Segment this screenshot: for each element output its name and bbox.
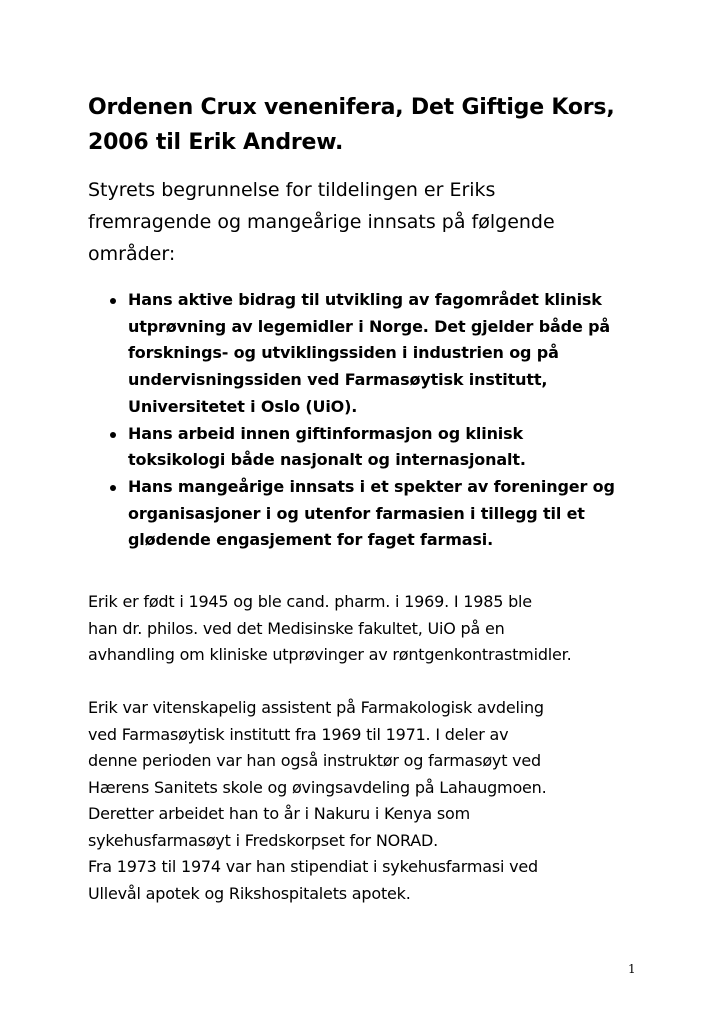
title-line: 2006 til Erik Andrew. bbox=[88, 130, 344, 155]
paragraph-line: sykehusfarmasøyt i Fredskorpset for NORAD. bbox=[88, 830, 438, 850]
paragraph-line: ved Farmasøytisk institutt fra 1969 til 1971. I deler av bbox=[88, 724, 509, 744]
paragraph-line: avhandling om kliniske utprøvinger av røntgenkontrastmidler. bbox=[88, 645, 572, 664]
paragraph-line: Erik er født i 1945 og ble cand. pharm. i 1969. I 1985 ble bbox=[88, 592, 532, 611]
paragraph-line: Fra 1973 til 1974 var han stipendiat i sykehusfarmasi ved bbox=[88, 857, 538, 876]
paragraph-line: Hærens Sanitets skole og øvingsavdeling på Lahaugmoen. bbox=[88, 777, 547, 797]
paragraph-line: denne perioden var han også instruktør og farmasøyt ved bbox=[88, 751, 542, 770]
bullet-line: utprøvning av legemidler i Norge. Det gjelder både på bbox=[128, 316, 611, 336]
bullet-item bbox=[106, 474, 666, 554]
career-paragraph bbox=[88, 695, 668, 907]
biography-paragraph bbox=[88, 589, 668, 669]
bullet-line: Universitetet i Oslo (UiO). bbox=[128, 396, 358, 416]
bullet-list bbox=[106, 287, 666, 554]
intro-paragraph bbox=[88, 174, 658, 270]
document-title bbox=[88, 90, 668, 160]
paragraph-line: han dr. philos. ved det Medisinske fakultet, UiO på en bbox=[88, 618, 505, 638]
paragraph-line: Erik var vitenskapelig assistent på Farmakologisk avdeling bbox=[88, 698, 544, 717]
paragraph-line: Deretter arbeidet han to år i Nakuru i Kenya som bbox=[88, 804, 470, 823]
bullet-line: Hans aktive bidrag til utvikling av fagområdet klinisk bbox=[128, 290, 602, 309]
bullet-dot-icon bbox=[110, 485, 116, 491]
bullet-line: organisasjoner i og utenfor farmasien i tillegg til et bbox=[128, 503, 585, 523]
bullet-item bbox=[106, 287, 666, 421]
bullet-dot-icon bbox=[110, 298, 116, 304]
bullet-line: toksikologi både nasjonalt og internasjonalt. bbox=[128, 450, 526, 470]
intro-line: fremragende og mangeårige innsats på følgende bbox=[88, 211, 555, 233]
bullet-line: glødende engasjement for faget farmasi. bbox=[128, 530, 494, 550]
bullet-line: undervisningssiden ved Farmasøytisk institutt, bbox=[128, 370, 548, 390]
bullet-dot-icon bbox=[110, 432, 116, 438]
bullet-item bbox=[106, 421, 666, 474]
intro-line: områder: bbox=[88, 243, 176, 265]
bullet-line: Hans arbeid innen giftinformasjon og klinisk bbox=[128, 423, 524, 443]
page-number: 1 bbox=[628, 962, 636, 976]
intro-line: Styrets begrunnelse for tildelingen er Eriks bbox=[88, 179, 496, 201]
paragraph-line: Ullevål apotek og Rikshospitalets apotek. bbox=[88, 883, 411, 903]
bullet-line: forsknings- og utviklingssiden i industrien og på bbox=[128, 343, 559, 363]
bullet-line: Hans mangeårige innsats i et spekter av foreninger og bbox=[128, 476, 615, 496]
title-line: Ordenen Crux venenifera, Det Giftige Kors, bbox=[88, 95, 615, 120]
